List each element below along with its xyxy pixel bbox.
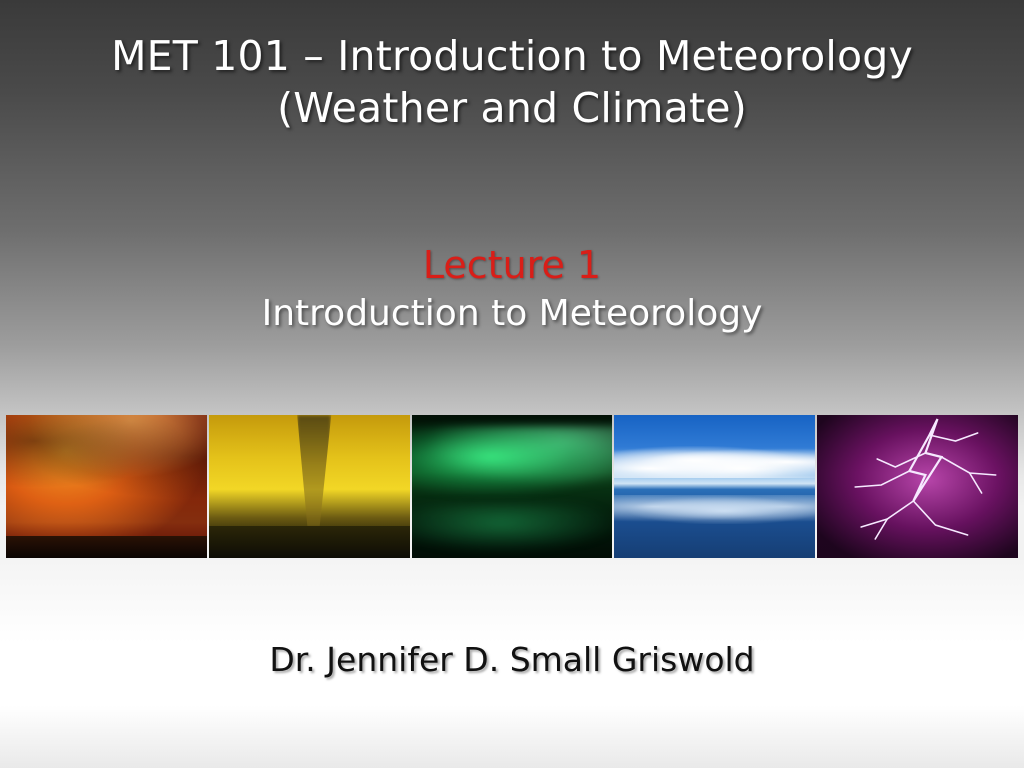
slide-subtitle (0, 240, 1024, 338)
author-block (0, 640, 1024, 679)
aurora-photo (412, 415, 613, 558)
title-line-2: (Weather and Climate) (277, 84, 747, 132)
photo-strip (6, 415, 1018, 558)
author-name: Dr. Jennifer D. Small Griswold (269, 640, 755, 679)
title-line-1: MET 101 – Introduction to Meteorology (111, 32, 913, 80)
sunset-clouds-photo (6, 415, 207, 558)
lake-clouds-photo (614, 415, 815, 558)
slide-title (0, 30, 1024, 134)
lecture-number: Lecture 1 (422, 243, 602, 287)
lecture-topic: Introduction to Meteorology (261, 293, 763, 334)
lightning-photo (817, 415, 1018, 558)
tornado-photo (209, 415, 410, 558)
